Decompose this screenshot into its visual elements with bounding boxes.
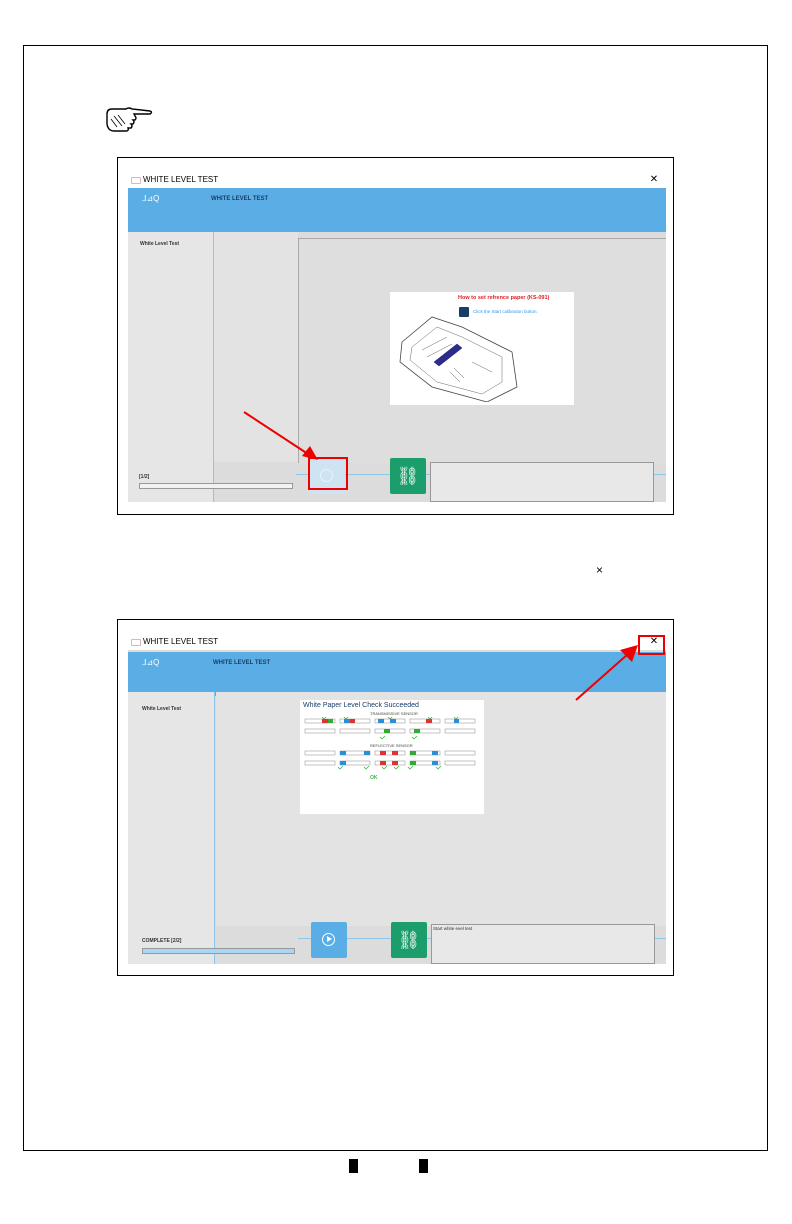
arrow-annotation bbox=[572, 640, 642, 704]
link-button[interactable] bbox=[391, 922, 427, 958]
instruction-title: How to set refrence paper (KS-091) bbox=[458, 295, 550, 301]
status-text: [1/2] bbox=[139, 474, 150, 480]
white-level-test-window bbox=[128, 172, 666, 502]
window-title: WHITE LEVEL TEST bbox=[143, 175, 219, 184]
link-icon: ⛓ bbox=[397, 930, 421, 950]
window-title: WHITE LEVEL TEST bbox=[143, 637, 219, 646]
sidebar-item-white-level-test[interactable]: White Level Test bbox=[142, 706, 182, 712]
close-icon[interactable]: ✕ bbox=[649, 174, 659, 185]
logo-icon: ⅃⊿Q bbox=[142, 194, 160, 203]
instruction-panel bbox=[390, 292, 574, 405]
app-icon bbox=[131, 177, 141, 184]
log-box bbox=[430, 462, 654, 502]
card-reader-illustration bbox=[392, 302, 522, 402]
close-icon[interactable]: ✕ bbox=[649, 636, 659, 647]
highlight-box bbox=[638, 635, 665, 655]
sidebar-item-white-level-test[interactable]: White Level Test bbox=[140, 241, 180, 247]
status-text: COMPLETE [2/2] bbox=[142, 938, 182, 944]
progress-bar bbox=[139, 483, 293, 489]
app-icon bbox=[131, 639, 141, 646]
window-titlebar bbox=[128, 172, 666, 188]
close-icon: × bbox=[596, 563, 604, 577]
log-box bbox=[431, 924, 655, 964]
start-calibration-button[interactable] bbox=[311, 922, 347, 958]
header-title: WHITE LEVEL TEST bbox=[213, 660, 271, 666]
result-panel bbox=[300, 700, 484, 814]
sidebar bbox=[128, 692, 215, 964]
result-title: White Paper Level Check Succeeded bbox=[303, 702, 419, 709]
instruction-text: Click the Start calibration button. bbox=[473, 309, 538, 314]
sensor-grid-bottom bbox=[304, 749, 480, 773]
header-title: WHITE LEVEL TEST bbox=[211, 196, 269, 202]
sensor-grid-top bbox=[304, 717, 480, 743]
sidebar bbox=[128, 232, 214, 502]
screenshot-2 bbox=[117, 619, 674, 976]
progress-fill bbox=[143, 949, 294, 953]
logo-icon: ⅃⊿Q bbox=[142, 658, 160, 667]
log-text: Start white evel test bbox=[433, 926, 473, 931]
progress-bar bbox=[142, 948, 295, 954]
pointing-hand-icon bbox=[104, 104, 154, 134]
arrow-annotation bbox=[242, 410, 322, 462]
link-button[interactable] bbox=[390, 458, 426, 494]
link-icon: ⛓ bbox=[396, 466, 420, 486]
footer-marker-left bbox=[349, 1159, 358, 1173]
header-band bbox=[128, 188, 666, 232]
play-triangle bbox=[327, 936, 332, 942]
footer-marker-right bbox=[419, 1159, 428, 1173]
transmissive-sensor-label: TRANSMISSIVE SENSOR bbox=[370, 711, 418, 716]
reflective-sensor-label: REFLECTIVE SENSOR bbox=[370, 743, 413, 748]
screenshot-1 bbox=[117, 157, 674, 515]
ok-label: OK bbox=[370, 775, 378, 781]
